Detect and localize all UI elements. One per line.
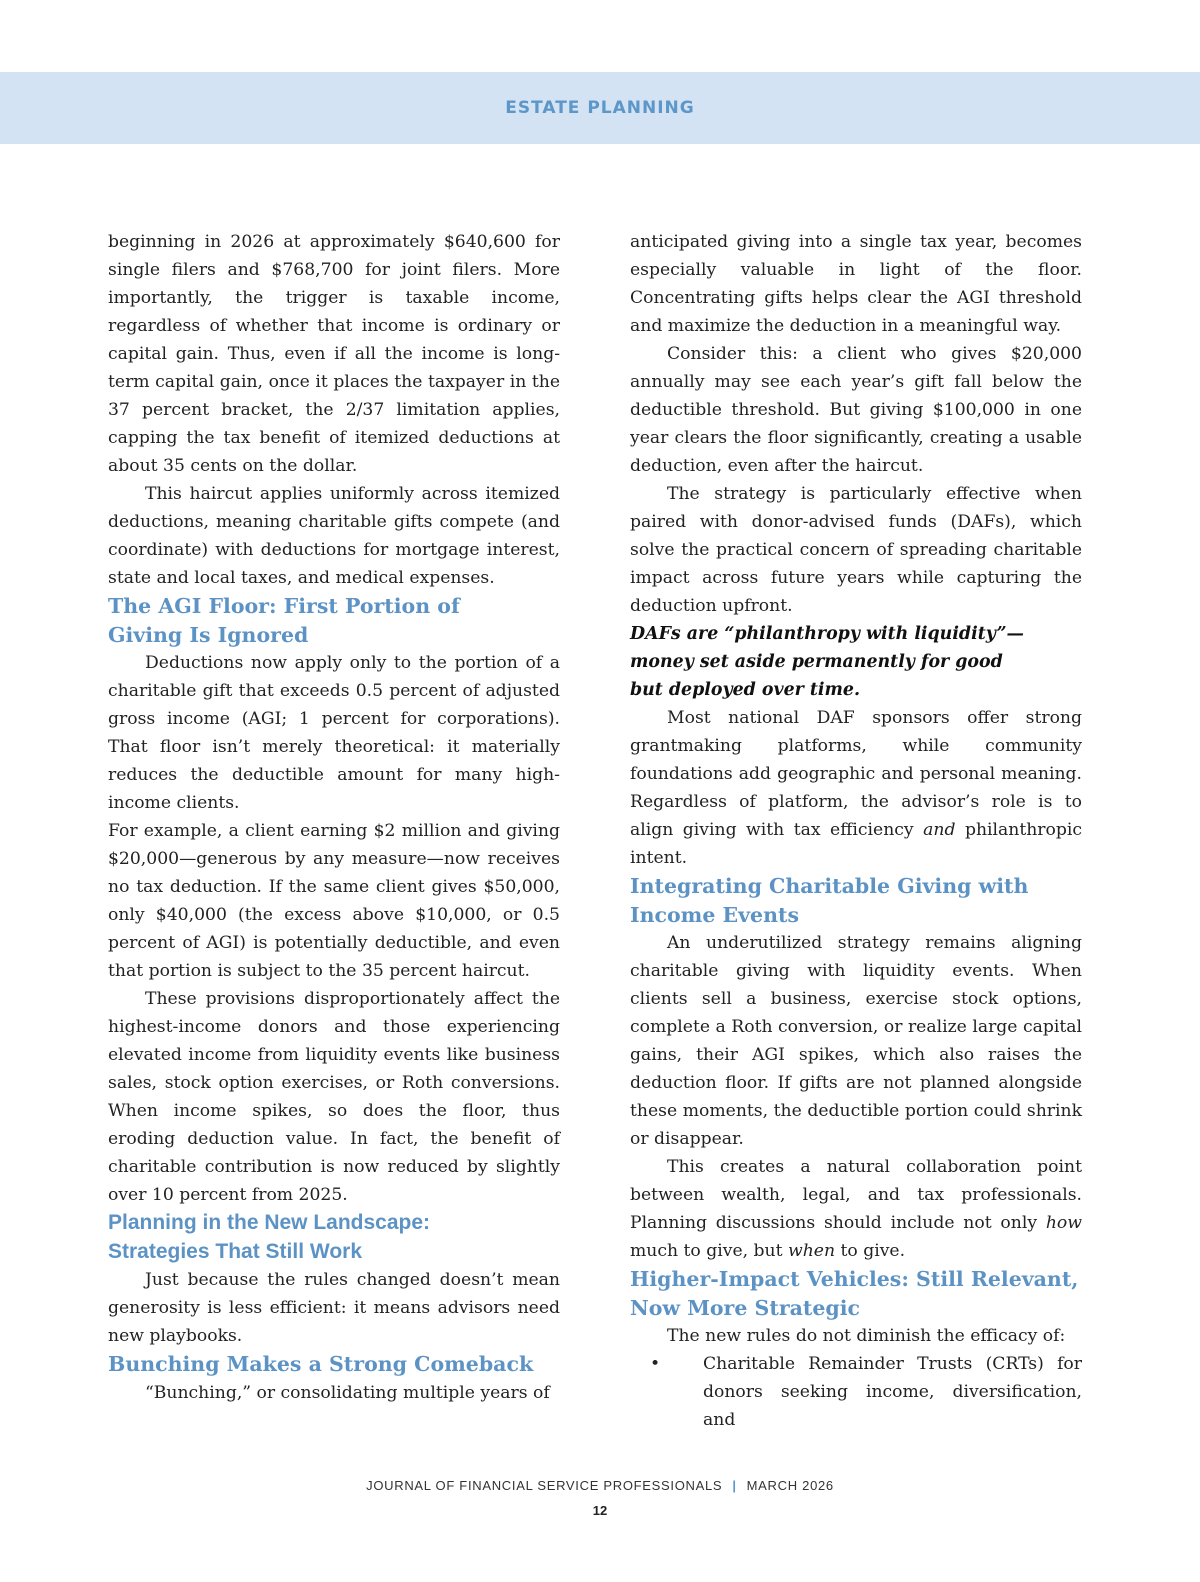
paragraph: For example, a client earning $2 million and giving $20,000—generous by any measure—now receives no tax deduction. If the same client gives $50,000, only $40,000 (the excess above $10,000, or 0.5 percent of AGI) is potentially deductible, and even that portion is subject to the 35 percent haircut.: [108, 821, 560, 981]
paragraph-text: philanthropic intent.: [630, 820, 1082, 868]
heading-line: Integrating Charitable Giving with: [630, 874, 1029, 898]
heading-bunching: Bunching Makes a Strong Comeback: [108, 1352, 534, 1376]
heading-line: Giving Is Ignored: [108, 622, 309, 647]
paragraph: [630, 1153, 1082, 1265]
footer-separator: |: [732, 1478, 737, 1493]
list-item-text: Charitable Remainder Trusts (CRTs) for donors seeking income, diversification, and: [703, 1354, 1082, 1430]
paragraph-text: much to give, but: [630, 1241, 783, 1261]
issue-date: MARCH 2026: [746, 1478, 834, 1493]
paragraph-text: This creates a natural collaboration point between wealth, legal, and tax professionals. Planning discussions should include not only: [630, 1157, 1082, 1233]
paragraph: [630, 704, 1082, 872]
heading-line: The AGI Floor: First Portion of: [108, 594, 460, 618]
pull-quote-line: money set aside permanently for good: [630, 652, 1003, 672]
paragraph: The strategy is particularly effective when paired with donor-advised funds (DAFs), which solve the practical concern of spreading charitable impact across future years while capturing the deduction upfront.: [630, 484, 1082, 616]
pull-quote-line: DAFs are “philanthropy with liquidity”—: [630, 624, 1024, 644]
footer: [0, 1478, 1200, 1493]
heading-line: Higher-Impact Vehicles: Still Relevant,: [630, 1267, 1079, 1291]
paragraph: The new rules do not diminish the efficacy of:: [667, 1326, 1066, 1346]
paragraph: “Bunching,” or consolidating multiple years of: [145, 1382, 550, 1403]
paragraph: An underutilized strategy remains aligning charitable giving with liquidity events. When clients sell a business, exercise stock options, complete a Roth conversion, or realize large capital gains, their AGI spikes, which also raises the deduction floor. If gifts are not planned alongside these moments, the deductible portion could shrink or disappear.: [630, 933, 1082, 1149]
bullet-icon: •: [650, 1354, 661, 1374]
paragraph: Consider this: a client who gives $20,000 annually may see each year’s gift fall below the deductible threshold. But giving $100,000 in one year clears the floor significantly, creating a usable deduction, even after the haircut.: [630, 344, 1082, 476]
pull-quote-line: but deployed over time.: [630, 680, 861, 700]
paragraph-text: to give.: [840, 1241, 906, 1261]
bullet-list: [630, 1350, 1082, 1434]
right-column: [630, 228, 1082, 1434]
heading-integrating: [630, 872, 1082, 929]
heading-line: Planning in the New Landscape:: [108, 1211, 431, 1234]
page-number: 12: [592, 1503, 608, 1518]
heading-line: Income Events: [630, 902, 800, 927]
paragraph-text: Most national DAF sponsors offer strong grantmaking platforms, while community foundations add geographic and personal meaning. Regardless of platform, the advisor’s role is to align giving with tax efficiency: [630, 708, 1082, 840]
paragraph: This haircut applies uniformly across itemized deductions, meaning charitable gifts compete (and coordinate) with deductions for mortgage interest, state and local taxes, and medical expenses.: [108, 484, 560, 588]
paragraph: These provisions disproportionately affect the highest-income donors and those experiencing elevated income from liquidity events like business sales, stock option exercises, or Roth conversions. When income spikes, so does the floor, thus eroding deduction value. In fact, the benefit of charitable contribution is now reduced by slightly over 10 percent from 2025.: [108, 989, 560, 1205]
paragraph: anticipated giving into a single tax year, becomes especially valuable in light of the floor. Concentrating gifts helps clear the AGI threshold and maximize the deduction in a meaningful way.: [630, 232, 1082, 336]
heading-vehicles: [630, 1265, 1082, 1322]
emphasis: how: [1045, 1213, 1082, 1233]
paragraph: Deductions now apply only to the portion of a charitable gift that exceeds 0.5 percent of adjusted gross income (AGI; 1 percent for corporations). That floor isn’t merely theoretical: it materially reduces the deductible amount for many high-income clients.: [108, 653, 560, 813]
heading-line: Strategies That Still Work: [108, 1239, 362, 1263]
paragraph: beginning in 2026 at approximately $640,600 for single filers and $768,700 for joint filers. More importantly, the trigger is taxable income, regardless of whether that income is ordinary or capital gain. Thus, even if all the income is long-term capital gain, once it places the taxpayer in the 37 percent bracket, the 2/37 limitation applies, capping the tax benefit of itemized deductions at about 35 cents on the dollar.: [108, 232, 560, 476]
heading-line: Now More Strategic: [630, 1295, 861, 1320]
emphasis: when: [788, 1241, 836, 1261]
emphasis: and: [923, 820, 956, 840]
left-column: [108, 228, 560, 1407]
list-item: [630, 1350, 1082, 1434]
heading-planning: [108, 1209, 560, 1266]
section-label: ESTATE PLANNING: [505, 98, 695, 118]
section-banner: [0, 72, 1200, 144]
paragraph: Just because the rules changed doesn’t mean generosity is less efficient: it means advisors need new playbooks.: [108, 1270, 560, 1346]
pull-quote: [630, 620, 1082, 704]
heading-agi-floor: [108, 592, 560, 649]
journal-name: JOURNAL OF FINANCIAL SERVICE PROFESSIONALS: [366, 1478, 723, 1493]
